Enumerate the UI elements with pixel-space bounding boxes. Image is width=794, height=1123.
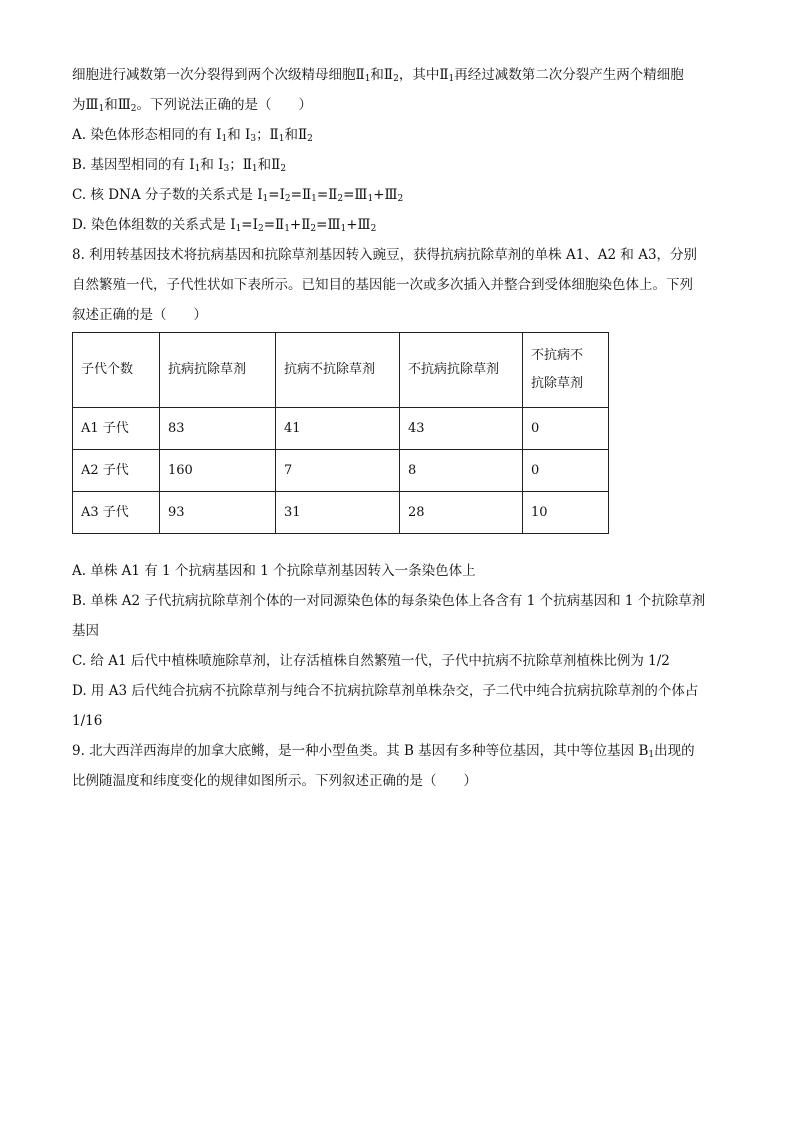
q8-option-a: A. 单株 A1 有 1 个抗病基因和 1 个抗除草剂基因转入一条染色体上 xyxy=(72,563,476,579)
q7-stem-line-2: 为$Ⅲ_1$和$Ⅲ_2$。下列说法正确的是（ ） xyxy=(72,97,313,114)
q8-option-b-line-1: B. 单株 A2 子代抗病抗除草剂个体的一对同源染色体的每条染色体上各含有 1 个抗病基因和 1 个抗除草剂 xyxy=(72,593,706,609)
table-cell: 31 xyxy=(276,492,400,534)
table-cell: 0 xyxy=(523,408,609,450)
table-cell: 28 xyxy=(400,492,523,534)
table-cell: A3 子代 xyxy=(73,492,160,534)
q8-stem-line-2: 自然繁殖一代，子代性状如下表所示。已知目的基因能一次或多次插入并整合到受体细胞染色体上。下列 xyxy=(72,277,693,293)
table-header-cell: 不抗病不 抗除草剂 xyxy=(523,333,609,408)
q7-option-d: D. 染色体组数的关系式是 $I_1=I_2=Ⅱ_1+Ⅱ_2=Ⅲ_1+Ⅲ_2$ xyxy=(72,217,377,234)
table-cell: 8 xyxy=(400,450,523,492)
q8-stem-line-3: 叙述正确的是（ ） xyxy=(72,307,207,323)
table-header-cell: 抗病抗除草剂 xyxy=(160,333,276,408)
q7-option-c: C. 核 DNA 分子数的关系式是 $I_1=I_2=Ⅱ_1=Ⅱ_2=Ⅲ_1+Ⅲ_2$ xyxy=(72,187,404,204)
q9-stem-line-2: 比例随温度和纬度变化的规律如图所示。下列叙述正确的是（ ） xyxy=(72,773,477,789)
table-cell: A2 子代 xyxy=(73,450,160,492)
table-header-row xyxy=(73,333,609,408)
table-cell: 0 xyxy=(523,450,609,492)
table-header-cell: 抗病不抗除草剂 xyxy=(276,333,400,408)
q7-option-b: B. 基因型相同的有 $I_1$和 $I_3$；$Ⅱ_1$和$Ⅱ_2$ xyxy=(72,157,287,174)
q8-option-b-line-2: 基因 xyxy=(72,623,99,639)
table-cell: 83 xyxy=(160,408,276,450)
table-cell: 10 xyxy=(523,492,609,534)
q7-stem-line-1: 细胞进行减数第一次分裂得到两个次级精母细胞$Ⅱ_1$和$Ⅱ_2$，其中$Ⅱ_1$再经过减数第二次分裂产生两个精细胞 xyxy=(72,67,684,84)
table-header-cell: 子代个数 xyxy=(73,333,160,408)
q8-stem-line-1: 8. 利用转基因技术将抗病基因和抗除草剂基因转入豌豆，获得抗病抗除草剂的单株 A1、A2 和 A3，分别 xyxy=(72,247,698,263)
table-cell: 93 xyxy=(160,492,276,534)
table-cell: 7 xyxy=(276,450,400,492)
table-row xyxy=(73,408,609,450)
q7-option-a: A. 染色体形态相同的有 $I_1$和 $I_3$；$Ⅱ_1$和$Ⅱ_2$ xyxy=(72,127,313,144)
table-cell: 160 xyxy=(160,450,276,492)
table-row xyxy=(73,492,609,534)
table-row xyxy=(73,450,609,492)
q8-option-d-line-2: 1/16 xyxy=(72,713,103,729)
q9-stem-line-1: 9. 北大西洋西海岸的加拿大底鳉，是一种小型鱼类。其 B 基因有多种等位基因，其中等位基因 $B_1$出现的 xyxy=(72,743,695,760)
q8-option-c: C. 给 A1 后代中植株喷施除草剂，让存活植株自然繁殖一代，子代中抗病不抗除草剂植株比例为 1/2 xyxy=(72,653,670,669)
table-header-cell: 不抗病抗除草剂 xyxy=(400,333,523,408)
table-cell: A1 子代 xyxy=(73,408,160,450)
q8-option-d-line-1: D. 用 A3 后代纯合抗病不抗除草剂与纯合不抗病抗除草剂单株杂交，子二代中纯合抗病抗除草剂的个体占 xyxy=(72,683,699,699)
exam-page xyxy=(72,62,722,794)
table-cell: 43 xyxy=(400,408,523,450)
table-cell: 41 xyxy=(276,408,400,450)
offspring-table xyxy=(72,332,609,534)
